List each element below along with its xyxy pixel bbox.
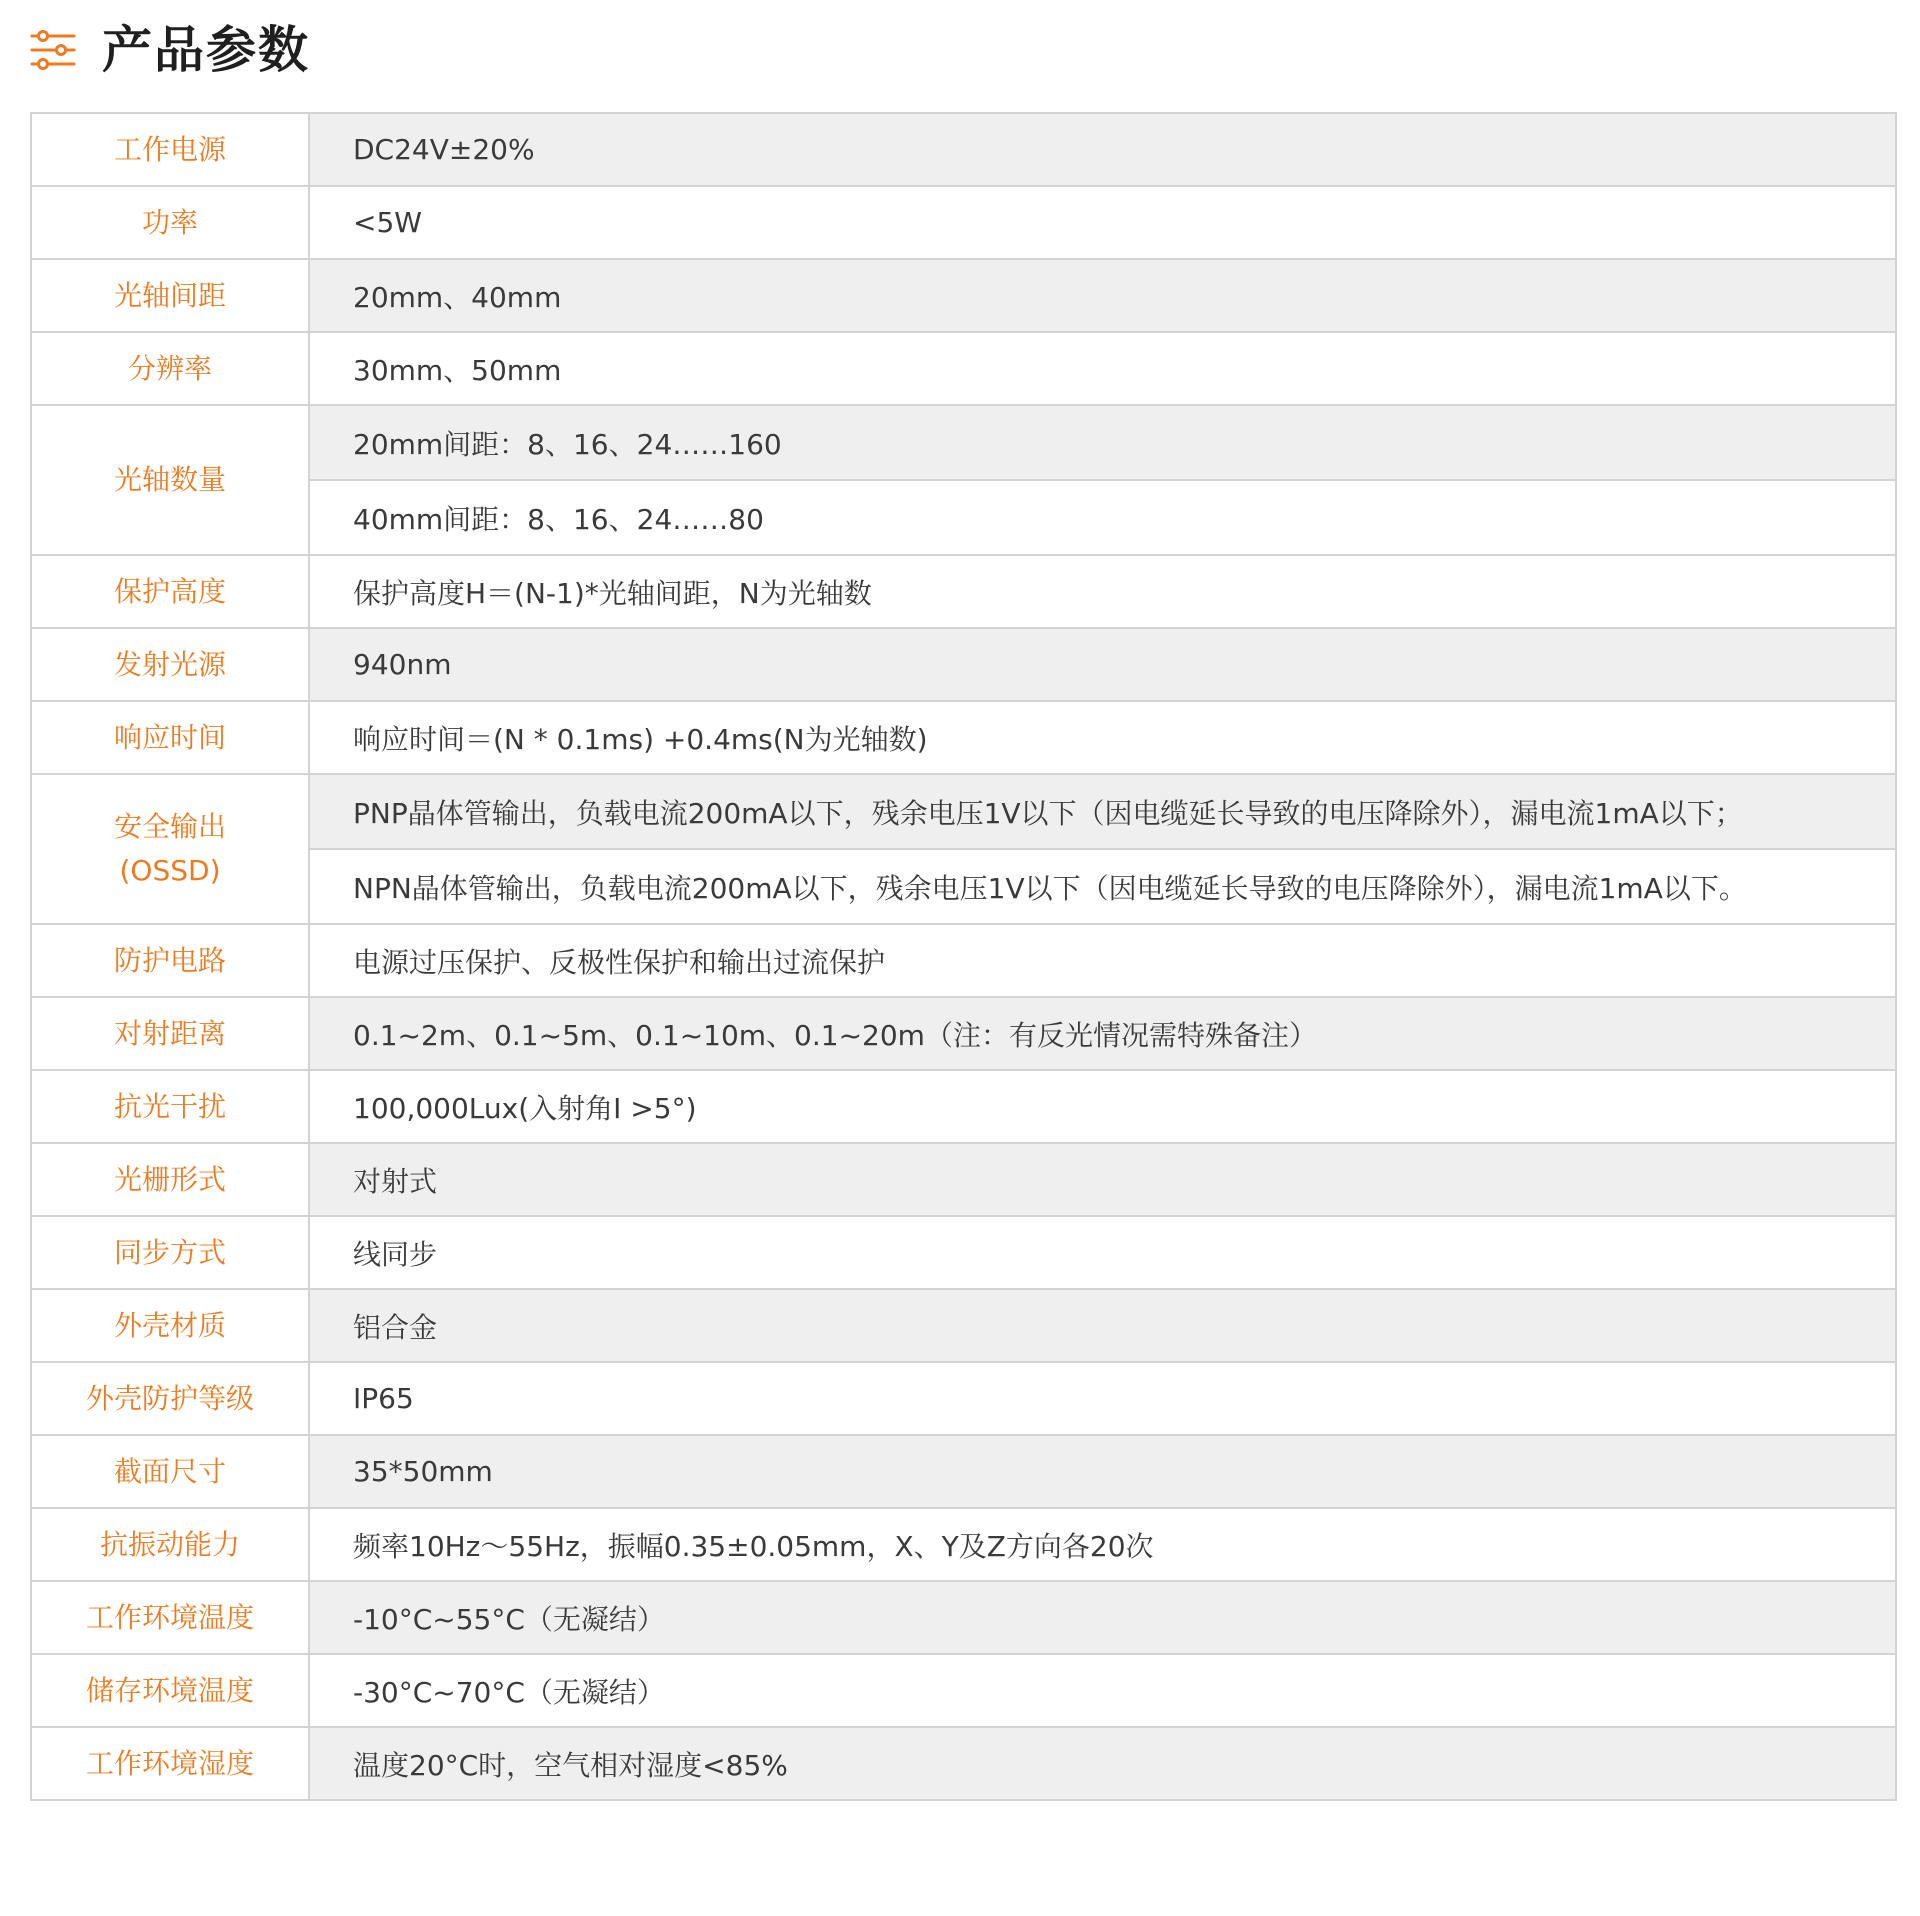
spec-row (31, 1581, 1896, 1654)
spec-label: 功率 (31, 186, 309, 259)
spec-value: 20mm、40mm (309, 259, 1896, 332)
spec-row (31, 259, 1896, 332)
spec-value: 30mm、50mm (309, 332, 1896, 405)
spec-value: 电源过压保护、反极性保护和输出过流保护 (309, 924, 1896, 997)
spec-label: 防护电路 (31, 924, 309, 997)
spec-value: 对射式 (309, 1143, 1896, 1216)
spec-label-line: 安全输出 (113, 810, 226, 843)
spec-label: 分辨率 (31, 332, 309, 405)
spec-row (31, 701, 1896, 774)
spec-table-body (31, 113, 1896, 1800)
spec-value: DC24V±20% (309, 113, 1896, 186)
spec-row (31, 1289, 1896, 1362)
spec-row (31, 1654, 1896, 1727)
spec-row (31, 1070, 1896, 1143)
spec-value: -30°C~70°C（无凝结） (309, 1654, 1896, 1727)
spec-value: 0.1~2m、0.1~5m、0.1~10m、0.1~20m（注：有反光情况需特殊备注） (309, 997, 1896, 1070)
spec-row (31, 924, 1896, 997)
spec-label (31, 774, 309, 924)
spec-label: 发射光源 (31, 628, 309, 701)
spec-label: 工作电源 (31, 113, 309, 186)
spec-value: NPN晶体管输出，负载电流200mA以下，残余电压1V以下（因电缆延长导致的电压降除外），漏电流1mA以下。 (309, 849, 1896, 924)
spec-label: 工作环境温度 (31, 1581, 309, 1654)
spec-row (31, 1143, 1896, 1216)
spec-label: 储存环境温度 (31, 1654, 309, 1727)
spec-value: 响应时间＝(N * 0.1ms) +0.4ms(N为光轴数) (309, 701, 1896, 774)
spec-label: 抗光干扰 (31, 1070, 309, 1143)
spec-value: 35*50mm (309, 1435, 1896, 1508)
spec-row (31, 480, 1896, 555)
page-title: 产品参数 (102, 21, 310, 79)
spec-value: 线同步 (309, 1216, 1896, 1289)
spec-value: 温度20°C时，空气相对湿度<85% (309, 1727, 1896, 1800)
spec-row (31, 1216, 1896, 1289)
spec-value: IP65 (309, 1362, 1896, 1435)
section-header (30, 14, 310, 86)
spec-row (31, 555, 1896, 628)
spec-row (31, 849, 1896, 924)
spec-row (31, 1435, 1896, 1508)
spec-row (31, 1508, 1896, 1581)
spec-row (31, 997, 1896, 1070)
spec-table (30, 112, 1897, 1801)
spec-value: 铝合金 (309, 1289, 1896, 1362)
spec-row (31, 1362, 1896, 1435)
spec-value: 频率10Hz～55Hz，振幅0.35±0.05mm，X、Y及Z方向各20次 (309, 1508, 1896, 1581)
spec-value: -10°C~55°C（无凝结） (309, 1581, 1896, 1654)
spec-label: 同步方式 (31, 1216, 309, 1289)
spec-label: 抗振动能力 (31, 1508, 309, 1581)
spec-value: 940nm (309, 628, 1896, 701)
spec-value: PNP晶体管输出，负载电流200mA以下，残余电压1V以下（因电缆延长导致的电压降除外），漏电流1mA以下； (309, 774, 1896, 849)
spec-label: 外壳材质 (31, 1289, 309, 1362)
spec-row (31, 1727, 1896, 1800)
sliders-icon (30, 30, 76, 70)
spec-row (31, 186, 1896, 259)
spec-row (31, 113, 1896, 186)
spec-value: 20mm间距：8、16、24……160 (309, 405, 1896, 480)
spec-row (31, 774, 1896, 849)
spec-value: 40mm间距：8、16、24……80 (309, 480, 1896, 555)
spec-value: 保护高度H＝(N-1)*光轴间距，N为光轴数 (309, 555, 1896, 628)
spec-value: <5W (309, 186, 1896, 259)
spec-label: 响应时间 (31, 701, 309, 774)
spec-label: 保护高度 (31, 555, 309, 628)
spec-row (31, 405, 1896, 480)
spec-label-line: (OSSD) (119, 854, 221, 887)
spec-label: 外壳防护等级 (31, 1362, 309, 1435)
spec-value: 100,000Lux(入射角I >5°) (309, 1070, 1896, 1143)
spec-label: 光轴数量 (31, 405, 309, 555)
spec-label: 对射距离 (31, 997, 309, 1070)
spec-label: 工作环境湿度 (31, 1727, 309, 1800)
spec-row (31, 628, 1896, 701)
spec-label: 光栅形式 (31, 1143, 309, 1216)
spec-label: 光轴间距 (31, 259, 309, 332)
spec-row (31, 332, 1896, 405)
spec-label: 截面尺寸 (31, 1435, 309, 1508)
